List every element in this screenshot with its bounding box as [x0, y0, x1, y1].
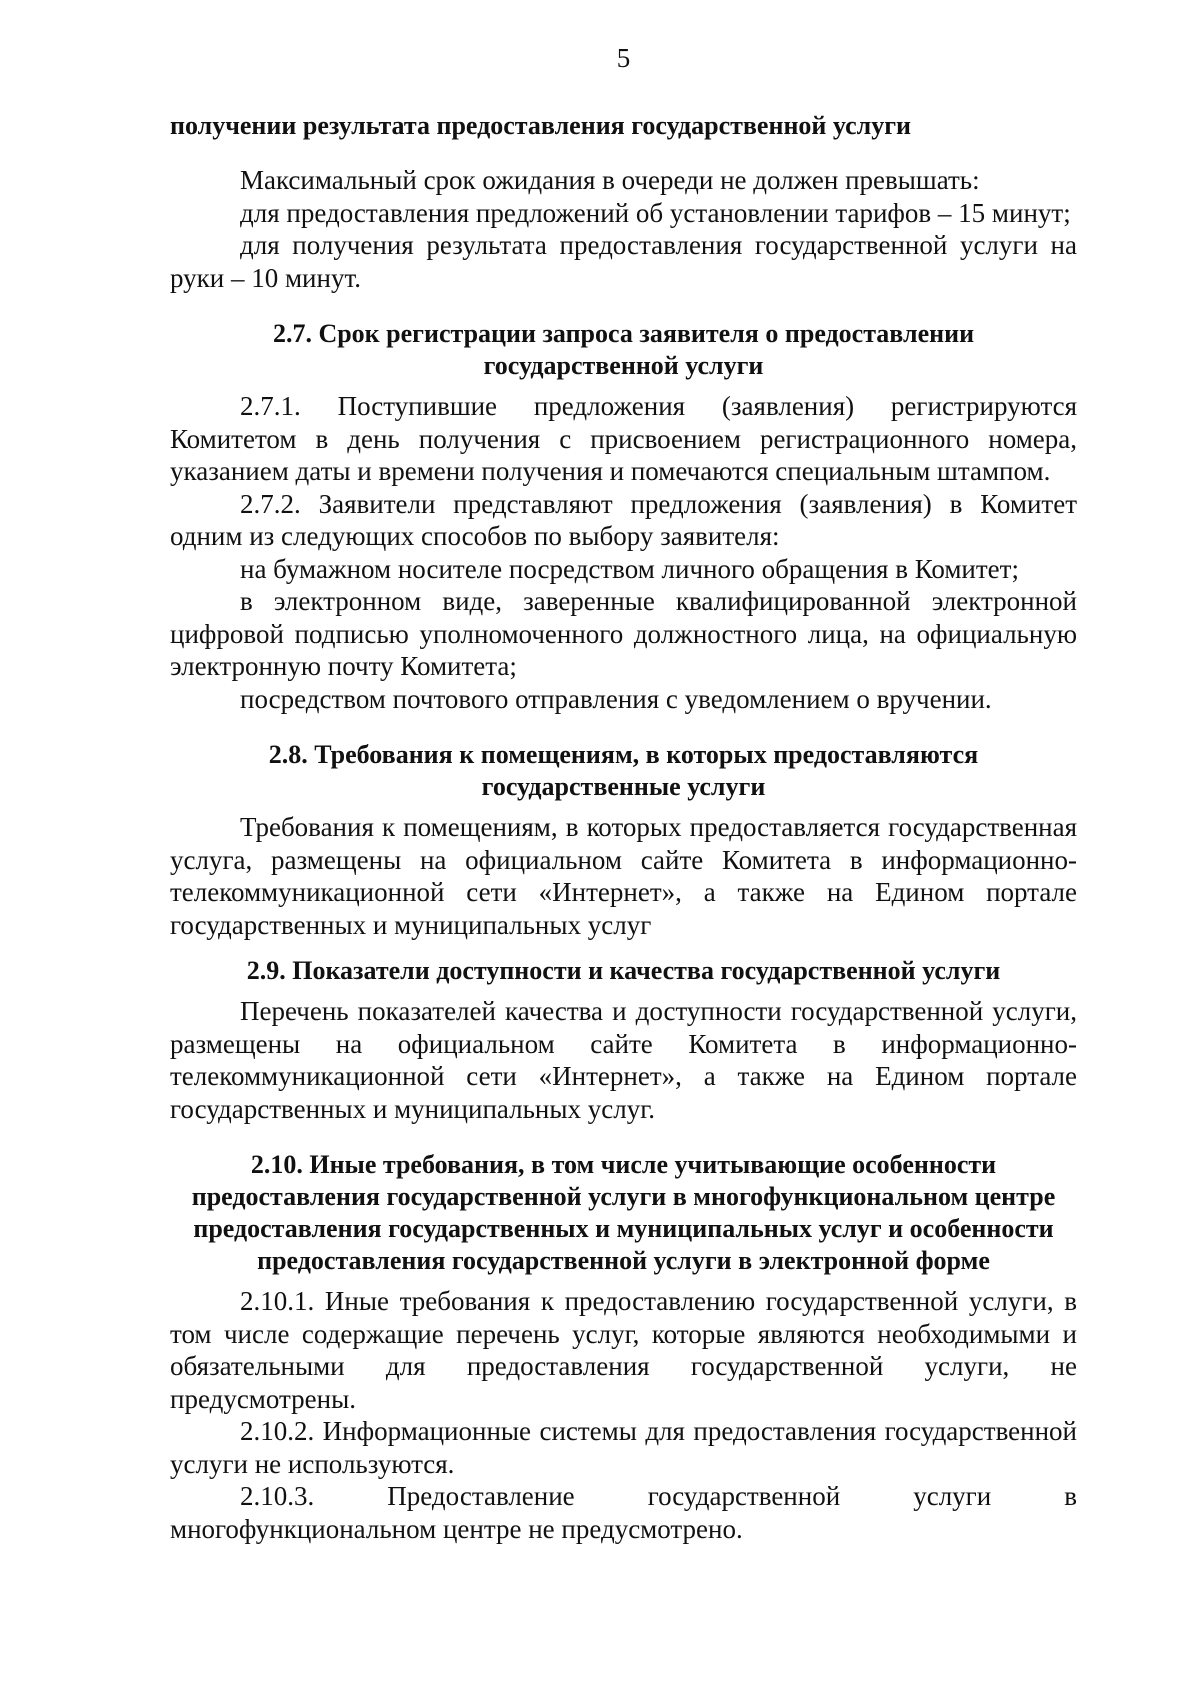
section-heading-line: государственной услуги	[483, 351, 764, 380]
paragraph: Максимальный срок ожидания в очереди не должен превышать:	[240, 165, 980, 195]
section-heading-line: 2.8. Требования к помещениям, в которых предоставляются	[268, 740, 979, 769]
section-heading	[170, 739, 1077, 803]
paragraph: 2.10.1. Иные требования к предоставлению государственной услуги, в том числе содержащие перечень услуг, которые являются необходимыми и обязательными для предоставления государственной услуги, не предусмотрены.	[170, 1286, 1077, 1414]
section-heading	[170, 318, 1077, 382]
section-2-9	[170, 955, 1077, 1125]
section-heading-line: государственные услуги	[481, 772, 766, 801]
paragraph: в электронном виде, заверенные квалифицированной электронной цифровой подписью уполномоченного должностного лица, на официальную электронную почту Комитета;	[170, 586, 1077, 681]
section-2-8	[170, 739, 1077, 941]
paragraph: 2.7.2. Заявители представляют предложения (заявления) в Комитет одним из следующих способов по выбору заявителя:	[170, 488, 1077, 551]
section-heading-line: 2.10. Иные требования, в том числе учитывающие особенности	[250, 1150, 997, 1179]
section-2-10	[170, 1149, 1077, 1545]
paragraph: Перечень показателей качества и доступности государственной услуги, размещены на официальном сайте Комитета в информационно-телекоммуникационной сети «Интернет», а также на Едином портале государственных и муниципальных услуг.	[170, 996, 1077, 1124]
section-heading-line: предоставления государственной услуги в многофункциональном центре	[191, 1182, 1056, 1211]
paragraph: Требования к помещениям, в которых предоставляется государственная услуга, размещены на официальном сайте Комитета в информационно-телекоммуникационной сети «Интернет», а также на Едином портале государственных и муниципальных услуг	[170, 812, 1077, 940]
section-2-7	[170, 318, 1077, 715]
paragraph: для предоставления предложений об установлении тарифов – 15 минут;	[240, 197, 1071, 228]
paragraph: на бумажном носителе посредством личного обращения в Комитет;	[240, 553, 1019, 584]
page-number: 5	[616, 43, 631, 73]
paragraph: 2.7.1. Поступившие предложения (заявления) регистрируются Комитетом в день получения с присвоением регистрационного номера, указанием даты и времени получения и помечаются специальным штампом.	[170, 391, 1077, 486]
section-heading-line: 2.9. Показатели доступности и качества государственной услуги	[246, 956, 1001, 985]
section-heading-line: 2.7. Срок регистрации запроса заявителя о предоставлении	[272, 319, 975, 348]
continued-heading: получении результата предоставления государственной услуги	[170, 111, 912, 140]
section-heading-line: предоставления государственной услуги в электронной форме	[257, 1246, 990, 1275]
paragraph: посредством почтового отправления с уведомлением о вручении.	[240, 683, 992, 714]
intro-block	[170, 164, 1077, 294]
section-heading	[170, 955, 1077, 987]
paragraph: 2.10.3. Предоставление государственной услуги в многофункциональном центре не предусмотрено.	[170, 1481, 1077, 1544]
section-heading	[170, 1149, 1077, 1277]
section-heading-line: предоставления государственных и муниципальных услуг и особенности	[193, 1214, 1054, 1243]
paragraph: для получения результата предоставления государственной услуги на руки – 10 минут.	[170, 230, 1077, 293]
paragraph: 2.10.2. Информационные системы для предоставления государственной услуги не используются.	[170, 1416, 1077, 1479]
